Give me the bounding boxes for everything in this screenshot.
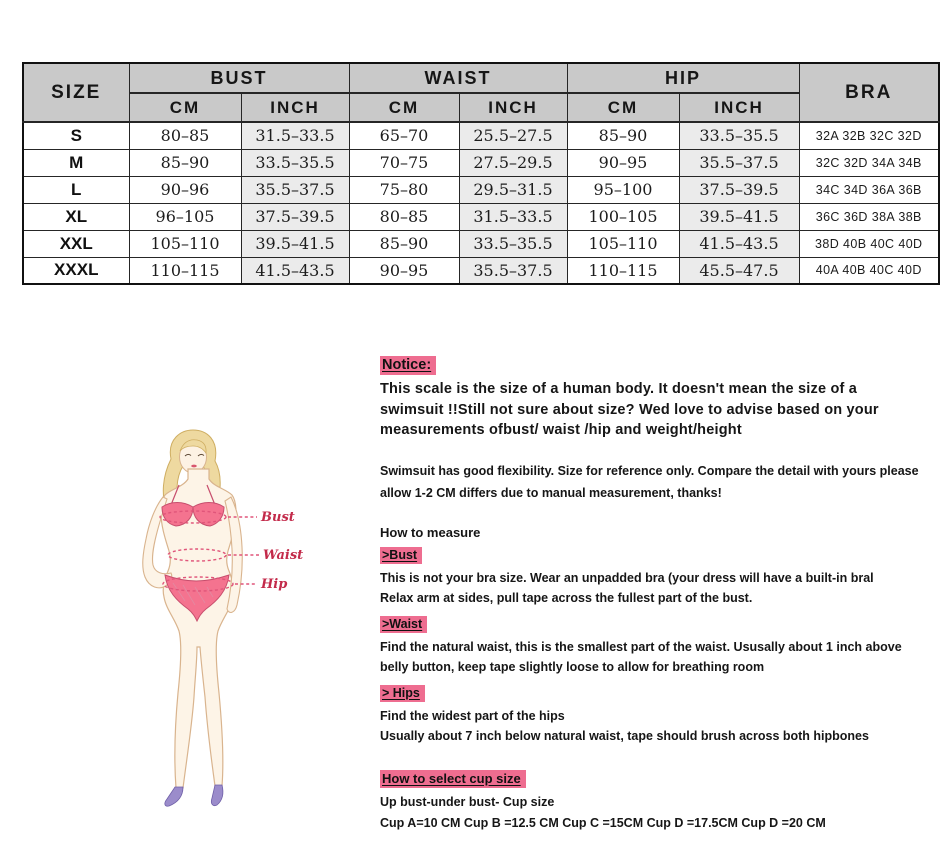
waist-instruction-line: Find the natural waist, this is the smallest part of the waist. Ususally about 1 inch above (380, 639, 902, 654)
cell-bust-cm: 85–90 (129, 149, 241, 176)
bust-section-heading: >Bust (380, 547, 422, 564)
woman-sketch-illustration (105, 425, 340, 820)
table-row (23, 122, 939, 149)
unit-header-waist-cm: CM (349, 93, 459, 122)
cell-waist-inch: 33.5–35.5 (459, 230, 567, 257)
cell-size: XL (23, 203, 129, 230)
cell-bust-inch: 33.5–35.5 (241, 149, 349, 176)
cell-hip-cm: 90–95 (567, 149, 679, 176)
cell-bust-cm: 96–105 (129, 203, 241, 230)
size-chart-table (22, 62, 940, 285)
column-header-waist: WAIST (349, 63, 567, 93)
table-row (23, 203, 939, 230)
hip-label: Hip (261, 577, 288, 592)
unit-header-waist-inch: INCH (459, 93, 567, 122)
cell-hip-inch: 35.5–37.5 (679, 149, 799, 176)
cell-hip-inch: 39.5–41.5 (679, 203, 799, 230)
bust-instructions (380, 568, 942, 609)
cell-hip-inch: 33.5–35.5 (679, 122, 799, 149)
cell-waist-cm: 65–70 (349, 122, 459, 149)
cell-waist-inch: 29.5–31.5 (459, 176, 567, 203)
cell-bust-cm: 80–85 (129, 122, 241, 149)
left-shoe (165, 787, 183, 806)
bust-instruction-line: This is not your bra size. Wear an unpadded bra (your dress will have a built-in bral (380, 570, 874, 585)
how-to-measure-title: How to measure (380, 524, 481, 540)
cell-bust-inch: 39.5–41.5 (241, 230, 349, 257)
cup-size-line: Cup A=10 CM Cup B =12.5 CM Cup C =15CM Cup D =17.5CM Cup D =20 CM (380, 816, 826, 830)
cell-bra: 38D 40B 40C 40D (799, 230, 939, 257)
unit-header-hip-inch: INCH (679, 93, 799, 122)
column-header-bust: BUST (129, 63, 349, 93)
cell-hip-cm: 95–100 (567, 176, 679, 203)
cell-waist-inch: 35.5–37.5 (459, 257, 567, 284)
notice-line: measurements ofbust/ waist /hip and weight/height (380, 422, 742, 438)
cell-hip-inch: 41.5–43.5 (679, 230, 799, 257)
flexibility-note (380, 460, 942, 504)
cell-bra: 34C 34D 36A 36B (799, 176, 939, 203)
waist-label: Waist (263, 548, 304, 563)
table-row (23, 176, 939, 203)
unit-header-bust-cm: CM (129, 93, 241, 122)
waist-instruction-line: belly button, keep tape slightly loose to allow for breathing room (380, 660, 765, 674)
cup-size-line: Up bust-under bust- Cup size (380, 794, 555, 809)
cell-hip-inch: 37.5–39.5 (679, 176, 799, 203)
cell-bust-inch: 31.5–33.5 (241, 122, 349, 149)
waist-section-heading: >Waist (380, 616, 427, 633)
cell-waist-inch: 27.5–29.5 (459, 149, 567, 176)
cell-bra: 36C 36D 38A 38B (799, 203, 939, 230)
cell-waist-cm: 75–80 (349, 176, 459, 203)
table-row (23, 149, 939, 176)
cell-waist-cm: 90–95 (349, 257, 459, 284)
cup-size-heading: How to select cup size (380, 770, 526, 788)
cell-bust-cm: 110–115 (129, 257, 241, 284)
flexibility-line: Swimsuit has good flexibility. Size for reference only. Compare the detail with yours please (380, 463, 919, 478)
cell-bra: 40A 40B 40C 40D (799, 257, 939, 284)
cell-size: M (23, 149, 129, 176)
hips-instruction-line: Find the widest part of the hips (380, 708, 565, 723)
body-measurement-figure (105, 425, 340, 820)
hips-instruction-line: Usually about 7 inch below natural waist, tape should brush across both hipbones (380, 729, 869, 743)
right-shoe (211, 785, 223, 806)
hips-section-heading: > Hips (380, 685, 425, 702)
cell-waist-cm: 80–85 (349, 203, 459, 230)
cell-waist-cm: 70–75 (349, 149, 459, 176)
unit-header-hip-cm: CM (567, 93, 679, 122)
unit-header-bust-inch: INCH (241, 93, 349, 122)
notice-line: swimsuit !!Still not sure about size? Wed love to advise based on your (380, 401, 879, 418)
flexibility-line: allow 1-2 CM differs due to manual measurement, thanks! (380, 485, 722, 500)
column-header-bra: BRA (799, 63, 939, 122)
cup-size-instructions (380, 792, 942, 835)
cell-hip-inch: 45.5–47.5 (679, 257, 799, 284)
column-header-size: SIZE (23, 63, 129, 122)
column-header-hip: HIP (567, 63, 799, 93)
cell-hip-cm: 105–110 (567, 230, 679, 257)
table-header-groups (23, 63, 939, 93)
cell-hip-cm: 100–105 (567, 203, 679, 230)
cell-size: XXXL (23, 257, 129, 284)
cell-bust-inch: 41.5–43.5 (241, 257, 349, 284)
hips-instructions (380, 706, 942, 747)
cell-bust-cm: 105–110 (129, 230, 241, 257)
cell-waist-cm: 85–90 (349, 230, 459, 257)
cell-bra: 32C 32D 34A 34B (799, 149, 939, 176)
cell-hip-cm: 110–115 (567, 257, 679, 284)
cell-bra: 32A 32B 32C 32D (799, 122, 939, 149)
notice-line: This scale is the size of a human body. It doesn't mean the size of a (380, 381, 858, 397)
table-row (23, 257, 939, 284)
cell-hip-cm: 85–90 (567, 122, 679, 149)
waist-instructions (380, 637, 942, 678)
cell-size: S (23, 122, 129, 149)
lips (191, 465, 197, 468)
cell-size: XXL (23, 230, 129, 257)
instructions-panel (380, 352, 942, 835)
cell-waist-inch: 25.5–27.5 (459, 122, 567, 149)
table-row (23, 230, 939, 257)
cell-waist-inch: 31.5–33.5 (459, 203, 567, 230)
cell-bust-inch: 35.5–37.5 (241, 176, 349, 203)
bust-instruction-line: Relax arm at sides, pull tape across the fullest part of the bust. (380, 591, 753, 605)
cell-bust-inch: 37.5–39.5 (241, 203, 349, 230)
cell-bust-cm: 90–96 (129, 176, 241, 203)
bust-label: Bust (261, 510, 295, 525)
notice-heading: Notice: (380, 356, 436, 375)
cell-size: L (23, 176, 129, 203)
